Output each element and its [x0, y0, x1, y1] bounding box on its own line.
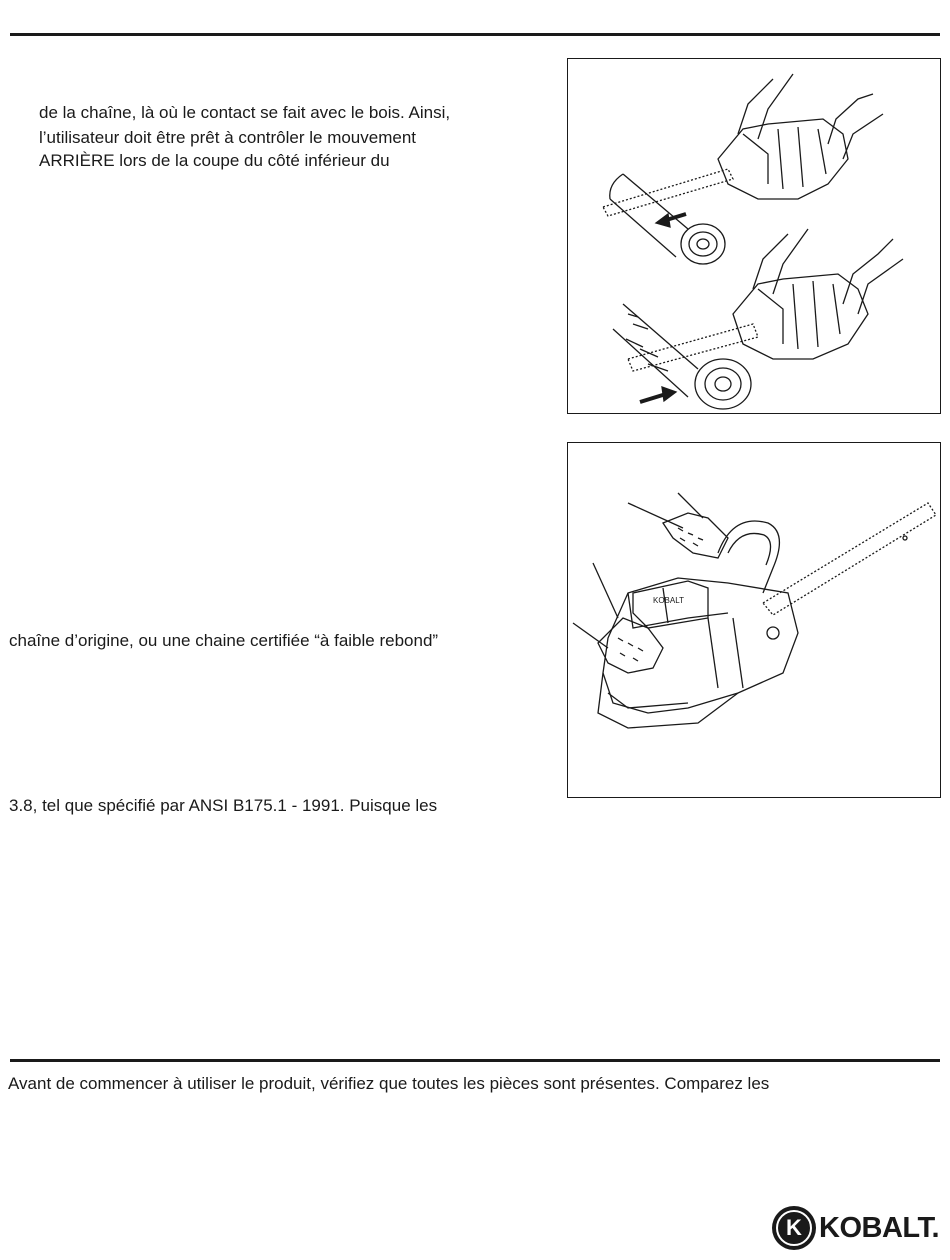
- svg-text:KOBALT: KOBALT: [653, 596, 684, 605]
- line-check-parts: Avant de commencer à utiliser le produit, vérifiez que toutes les pièces sont présentes. Comparez les: [8, 1074, 770, 1093]
- chainsaw-cutting-log-icon: [568, 59, 940, 413]
- paragraph-line-1: de la chaîne, là où le contact se fait avec le bois. Ainsi,: [39, 103, 451, 122]
- line-ansi-spec: 3.8, tel que spécifié par ANSI B175.1 - 1991. Puisque les: [9, 796, 438, 815]
- figure-chainsaw-handles: [567, 442, 941, 798]
- kobalt-badge-icon: [772, 1206, 816, 1250]
- logo-wordmark: KOBALT.: [819, 1212, 940, 1244]
- logo-badge-letter: K: [776, 1210, 812, 1246]
- figure-chainsaw-cutting-log: [567, 58, 941, 414]
- top-rule: [10, 33, 940, 36]
- paragraph-line-3: ARRIÈRE lors de la coupe du côté inférieur du: [39, 151, 390, 170]
- line-chain-original: chaîne d’origine, ou une chaine certifiée “à faible rebond”: [9, 631, 439, 650]
- bottom-rule: [10, 1059, 940, 1062]
- paragraph-line-2: l’utilisateur doit être prêt à contrôler le mouvement: [39, 128, 417, 147]
- chainsaw-handles-grip-icon: [568, 443, 940, 797]
- kobalt-logo: [772, 1204, 942, 1254]
